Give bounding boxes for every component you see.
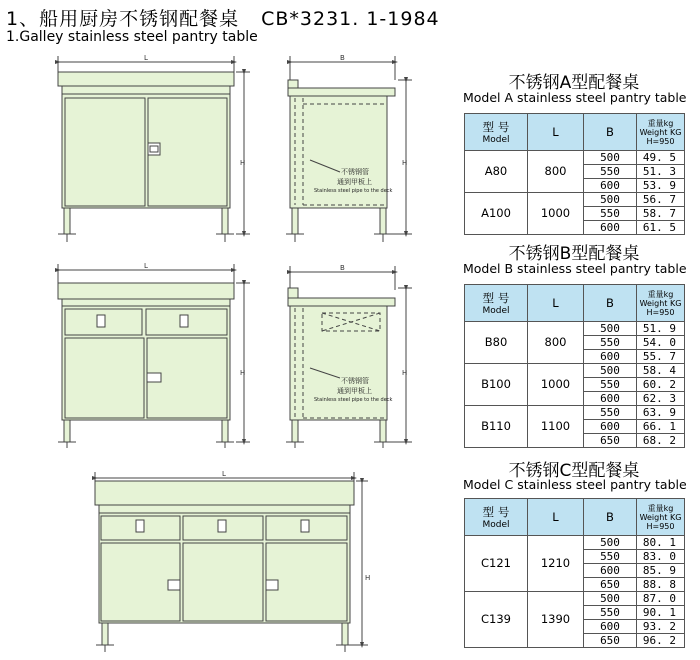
- cell-weight: 51. 3: [637, 165, 685, 179]
- dim-h-b-side: H: [402, 369, 408, 377]
- col-b: B: [584, 285, 637, 322]
- dim-l-b: L: [144, 262, 148, 270]
- table-row: [465, 592, 685, 606]
- model-c-front-view: [95, 472, 371, 652]
- cell-l: 1390: [528, 592, 584, 648]
- model-b-front-view: [58, 264, 250, 448]
- cell-weight: 63. 9: [637, 406, 685, 420]
- cell-weight: 51. 9: [637, 322, 685, 336]
- cell-weight: 68. 2: [637, 434, 685, 448]
- cell-weight: 58. 7: [637, 207, 685, 221]
- pipe-label-cn-a: 不锈钢管: [341, 168, 369, 176]
- cell-l: 800: [528, 322, 584, 364]
- cell-b: 600: [584, 420, 637, 434]
- cell-weight: 83. 0: [637, 550, 685, 564]
- model-b-title-en: Model B stainless steel pantry table: [463, 261, 687, 276]
- dim-h-b: H: [240, 369, 246, 377]
- table-header-row: [465, 499, 685, 536]
- cell-model: C139: [465, 592, 528, 648]
- model-a-side-view: [286, 56, 412, 242]
- cell-model: A80: [465, 151, 528, 193]
- table-row: [465, 406, 685, 420]
- pipe-label-en-b: Stainless steel pipe to the deck: [314, 397, 393, 403]
- col-l: L: [528, 285, 584, 322]
- cell-b: 500: [584, 536, 637, 550]
- cell-b: 600: [584, 221, 637, 235]
- cell-b: 600: [584, 564, 637, 578]
- cell-b: 550: [584, 165, 637, 179]
- model-b-table: [464, 284, 685, 448]
- cell-model: B110: [465, 406, 528, 448]
- dim-b-b: B: [340, 264, 345, 272]
- col-l: L: [528, 114, 584, 151]
- deck-label-cn-a: 通到甲板上: [337, 178, 372, 186]
- model-b-side-view: [286, 266, 412, 448]
- model-a-table: [464, 113, 685, 235]
- dim-h-c: H: [365, 574, 371, 582]
- cell-weight: 80. 1: [637, 536, 685, 550]
- cell-b: 550: [584, 336, 637, 350]
- cell-weight: 54. 0: [637, 336, 685, 350]
- cell-weight: 85. 9: [637, 564, 685, 578]
- cell-weight: 58. 4: [637, 364, 685, 378]
- cell-weight: 87. 0: [637, 592, 685, 606]
- col-weight: 重量kg Weight KG H=950: [637, 499, 685, 536]
- cell-b: 550: [584, 207, 637, 221]
- cell-weight: 93. 2: [637, 620, 685, 634]
- cell-weight: 96. 2: [637, 634, 685, 648]
- cell-b: 650: [584, 634, 637, 648]
- cell-model: C121: [465, 536, 528, 592]
- cell-weight: 61. 5: [637, 221, 685, 235]
- dim-h-a: H: [240, 159, 246, 167]
- model-a-title-en: Model A stainless steel pantry table: [463, 90, 687, 105]
- col-b: B: [584, 114, 637, 151]
- table-row: [465, 364, 685, 378]
- cell-b: 550: [584, 550, 637, 564]
- table-header-row: [465, 285, 685, 322]
- standard-code: CB*3231. 1-1984: [261, 8, 440, 30]
- cell-l: 1000: [528, 364, 584, 406]
- cell-l: 1100: [528, 406, 584, 448]
- cell-model: B100: [465, 364, 528, 406]
- cell-l: 800: [528, 151, 584, 193]
- cell-l: 1210: [528, 536, 584, 592]
- cell-weight: 56. 7: [637, 193, 685, 207]
- deck-label-cn-b: 通到甲板上: [337, 387, 372, 395]
- model-c-title-en: Model C stainless steel pantry table: [463, 477, 687, 492]
- cell-b: 550: [584, 606, 637, 620]
- col-model: 型 号 Model: [465, 499, 528, 536]
- model-a-title-cn: 不锈钢A型配餐桌: [508, 73, 640, 93]
- dim-h-a-side: H: [402, 159, 408, 167]
- cell-b: 500: [584, 151, 637, 165]
- cell-b: 500: [584, 193, 637, 207]
- table-row: [465, 322, 685, 336]
- table-header-row: [465, 114, 685, 151]
- cell-b: 500: [584, 364, 637, 378]
- dim-l-a: L: [144, 54, 148, 62]
- cell-b: 650: [584, 434, 637, 448]
- cell-b: 600: [584, 620, 637, 634]
- model-c-table: [464, 498, 685, 648]
- pipe-label-cn-b: 不锈钢管: [341, 377, 369, 385]
- cell-b: 600: [584, 392, 637, 406]
- pipe-label-en-a: Stainless steel pipe to the deck: [314, 188, 393, 194]
- cell-b: 550: [584, 378, 637, 392]
- model-c-title-cn: 不锈钢C型配餐桌: [508, 461, 640, 481]
- cell-b: 550: [584, 406, 637, 420]
- col-model: 型 号 Model: [465, 285, 528, 322]
- model-b-title-cn: 不锈钢B型配餐桌: [508, 244, 640, 264]
- model-a-front-view: [58, 56, 250, 242]
- cell-b: 500: [584, 322, 637, 336]
- table-row: [465, 151, 685, 165]
- cell-b: 600: [584, 179, 637, 193]
- cell-weight: 53. 9: [637, 179, 685, 193]
- page-subtitle: 1.Galley stainless steel pantry table: [6, 29, 258, 45]
- cell-weight: 60. 2: [637, 378, 685, 392]
- dim-l-c: L: [222, 470, 226, 478]
- cell-weight: 62. 3: [637, 392, 685, 406]
- cell-weight: 66. 1: [637, 420, 685, 434]
- cell-b: 600: [584, 350, 637, 364]
- cell-weight: 55. 7: [637, 350, 685, 364]
- cell-model: A100: [465, 193, 528, 235]
- cell-b: 650: [584, 578, 637, 592]
- cell-l: 1000: [528, 193, 584, 235]
- title-text: 1、船用厨房不锈钢配餐桌: [6, 8, 240, 30]
- table-row: [465, 536, 685, 550]
- cell-model: B80: [465, 322, 528, 364]
- cell-weight: 90. 1: [637, 606, 685, 620]
- col-weight: 重量kg Weight KG H=950: [637, 285, 685, 322]
- col-b: B: [584, 499, 637, 536]
- col-weight: 重量kg Weight KG H=950: [637, 114, 685, 151]
- col-l: L: [528, 499, 584, 536]
- cell-b: 500: [584, 592, 637, 606]
- col-model: 型 号 Model: [465, 114, 528, 151]
- cell-weight: 88. 8: [637, 578, 685, 592]
- table-row: [465, 193, 685, 207]
- dim-b-a: B: [340, 54, 345, 62]
- cell-weight: 49. 5: [637, 151, 685, 165]
